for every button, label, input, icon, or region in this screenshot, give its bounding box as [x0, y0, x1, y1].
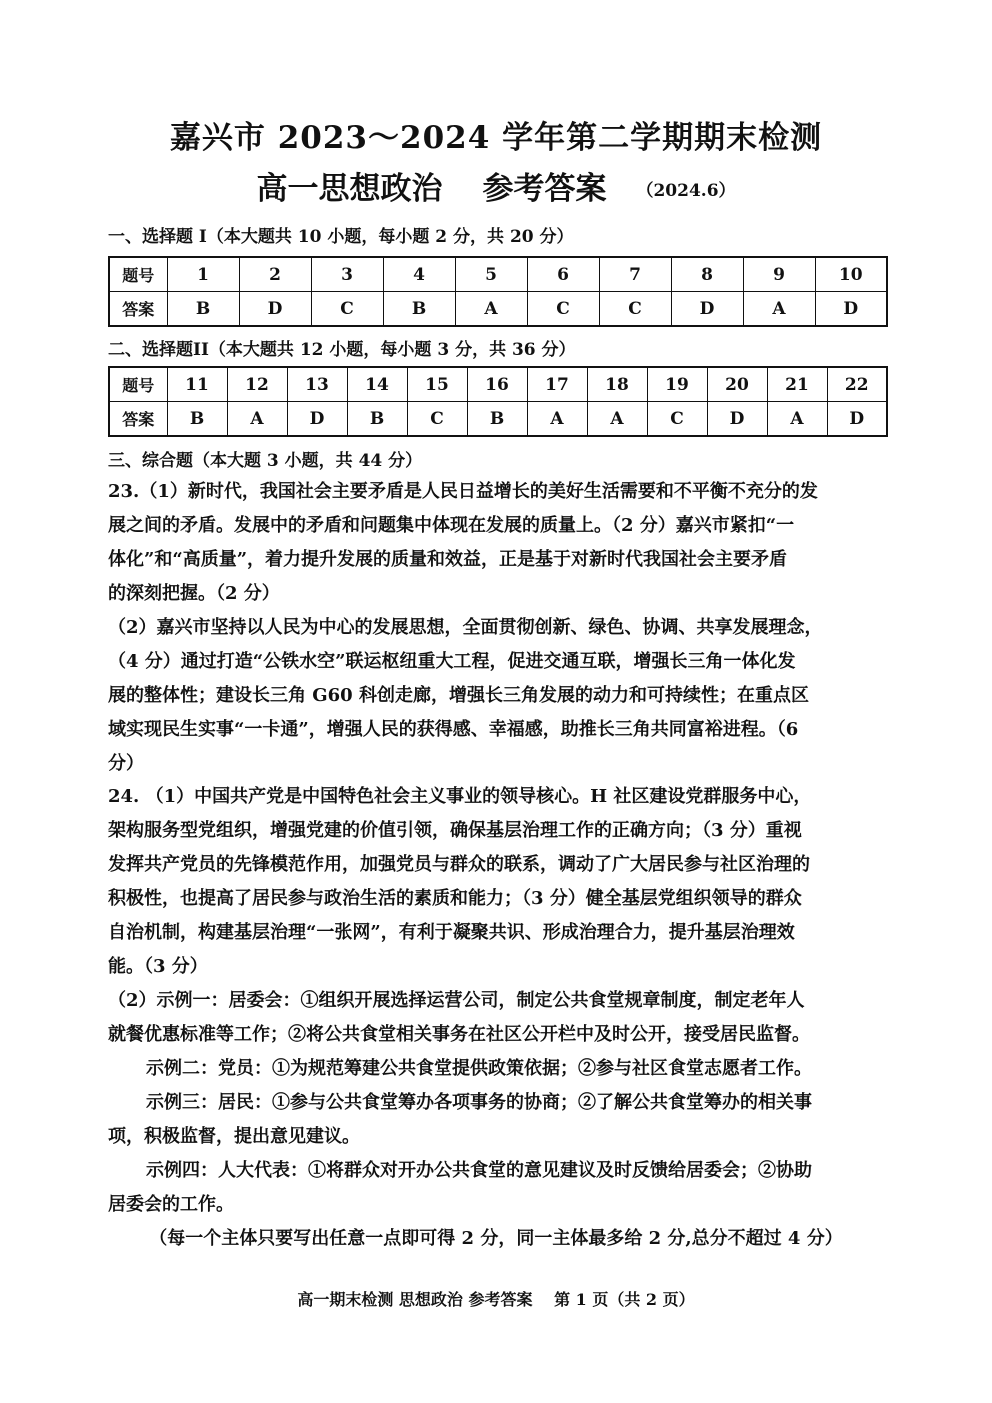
table-row-question-numbers	[109, 367, 887, 402]
question-number-cell: 16	[467, 367, 527, 402]
answer-cell: D	[287, 402, 347, 437]
answer-cell: A	[767, 402, 827, 437]
answer-cell: B	[347, 402, 407, 437]
answer-text-line: （每一个主体只要写出任意一点即可得 2 分，同一主体最多给 2 分,总分不超过 4 分）	[149, 1228, 843, 1249]
answer-text-line: 项，积极监督，提出意见建议。	[108, 1126, 360, 1147]
answer-cell: D	[815, 292, 887, 327]
question-number-cell: 13	[287, 367, 347, 402]
table-row-answers	[109, 402, 887, 437]
answer-cell: C	[527, 292, 599, 327]
answer-text-line: 发挥共产党员的先锋模范作用，加强党员与群众的联系，调动了广大居民参与社区治理的	[108, 854, 810, 875]
answer-text-line: 分）	[108, 753, 144, 774]
answer-cell: D	[827, 402, 887, 437]
answer-text-line: 居委会的工作。	[108, 1194, 234, 1215]
answer-cell: B	[167, 402, 227, 437]
question-number-cell: 10	[815, 257, 887, 292]
answer-text-line: 架构服务型党组织，增强党建的价值引领，确保基层治理工作的正确方向；（3 分）重视	[108, 820, 802, 841]
question-number-cell: 21	[767, 367, 827, 402]
question-23-answer	[108, 475, 884, 781]
answer-cell: B	[467, 402, 527, 437]
question-number-cell: 19	[647, 367, 707, 402]
answer-text-line: 示例三：居民：①参与公共食堂筹办各项事务的协商；②了解公共食堂筹办的相关事	[146, 1092, 812, 1113]
document-subtitle	[0, 163, 992, 208]
answer-cell: A	[455, 292, 527, 327]
table-row-answers	[109, 292, 887, 327]
answer-cell: C	[311, 292, 383, 327]
answer-text-line: 展的整体性；建设长三角 G60 科创走廊，增强长三角发展的动力和可持续性；在重点区	[108, 685, 809, 706]
answer-text-line: （2）嘉兴市坚持以人民为中心的发展思想，全面贯彻创新、绿色、协调、共享发展理念，	[108, 617, 823, 638]
answer-cell: D	[707, 402, 767, 437]
answer-cell: B	[167, 292, 239, 327]
question-24-answer	[108, 780, 884, 1256]
question-number-cell: 8	[671, 257, 743, 292]
answer-cell: A	[227, 402, 287, 437]
answer-text-line: 示例二：党员：①为规范筹建公共食堂提供政策依据；②参与社区食堂志愿者工作。	[146, 1058, 812, 1079]
answer-cell: C	[647, 402, 707, 437]
answer-text-line: 展之间的矛盾。发展中的矛盾和问题集中体现在发展的质量上。（2 分）嘉兴市紧扣“一	[108, 515, 795, 536]
answer-text-line: （4 分）通过打造“公铁水空”联运枢纽重大工程，促进交通互联，增强长三角一体化发	[108, 651, 796, 672]
answer-text-line: 23.（1）新时代，我国社会主要矛盾是人民日益增长的美好生活需要和不平衡不充分的发	[108, 481, 818, 502]
page-footer: 高一期末检测 思想政治 参考答案 第 1 页（共 2 页）	[297, 1290, 695, 1309]
document-title: 嘉兴市 2023～2024 学年第二学期期末检测	[169, 120, 823, 156]
question-number-cell: 15	[407, 367, 467, 402]
question-number-cell: 22	[827, 367, 887, 402]
section2-heading: 二、选择题II（本大题共 12 小题，每小题 3 分，共 36 分）	[108, 340, 576, 360]
question-number-cell: 7	[599, 257, 671, 292]
question-number-cell: 1	[167, 257, 239, 292]
answer-text-line: 自治机制，构建基层治理“一张网”，有利于凝聚共识、形成治理合力，提升基层治理效	[108, 922, 795, 943]
answer-cell: D	[239, 292, 311, 327]
table-row-question-numbers	[109, 257, 887, 292]
answer-key-label: 参考答案	[482, 171, 607, 207]
answer-cell: C	[599, 292, 671, 327]
question-number-cell: 6	[527, 257, 599, 292]
subject-label: 高一思想政治	[256, 171, 443, 207]
answer-cell: A	[527, 402, 587, 437]
answer-cell: B	[383, 292, 455, 327]
answer-text-line: 积极性，也提高了居民参与政治生活的素质和能力；（3 分）健全基层党组织领导的群众	[108, 888, 802, 909]
question-number-cell: 18	[587, 367, 647, 402]
question-number-cell: 17	[527, 367, 587, 402]
row-label-question: 题号	[109, 257, 167, 292]
section1-answer-table	[108, 256, 888, 327]
answer-text-line: 就餐优惠标准等工作；②将公共食堂相关事务在社区公开栏中及时公开，接受居民监督。	[108, 1024, 810, 1045]
section2-answer-table	[108, 366, 888, 437]
exam-date: （2024.6）	[636, 181, 736, 201]
answer-text-line: 域实现民生实事“一卡通”，增强人民的获得感、幸福感，助推长三角共同富裕进程。（6	[108, 719, 799, 740]
answer-cell: D	[671, 292, 743, 327]
row-label-answer: 答案	[109, 402, 167, 437]
section1-heading: 一、选择题 I（本大题共 10 小题，每小题 2 分，共 20 分）	[108, 227, 574, 247]
answer-text-line: 24. （1）中国共产党是中国特色社会主义事业的领导核心。H 社区建设党群服务中心，	[108, 786, 812, 807]
answer-cell: C	[407, 402, 467, 437]
question-number-cell: 5	[455, 257, 527, 292]
question-number-cell: 2	[239, 257, 311, 292]
answer-text-line: 体化”和“高质量”，着力提升发展的质量和效益，正是基于对新时代我国社会主要矛盾	[108, 549, 788, 570]
answer-text-line: 示例四：人大代表：①将群众对开办公共食堂的意见建议及时反馈给居委会；②协助	[146, 1160, 812, 1181]
question-number-cell: 14	[347, 367, 407, 402]
question-number-cell: 12	[227, 367, 287, 402]
question-number-cell: 11	[167, 367, 227, 402]
section3-heading: 三、综合题（本大题 3 小题，共 44 分）	[108, 451, 423, 471]
row-label-question: 题号	[109, 367, 167, 402]
answer-text-line: 的深刻把握。（2 分）	[108, 583, 280, 604]
answer-text-line: （2）示例一：居委会：①组织开展选择运营公司，制定公共食堂规章制度，制定老年人	[108, 990, 805, 1011]
question-number-cell: 3	[311, 257, 383, 292]
answer-text-line: 能。（3 分）	[108, 956, 208, 977]
row-label-answer: 答案	[109, 292, 167, 327]
answer-cell: A	[587, 402, 647, 437]
question-number-cell: 9	[743, 257, 815, 292]
answer-cell: A	[743, 292, 815, 327]
question-number-cell: 4	[383, 257, 455, 292]
question-number-cell: 20	[707, 367, 767, 402]
